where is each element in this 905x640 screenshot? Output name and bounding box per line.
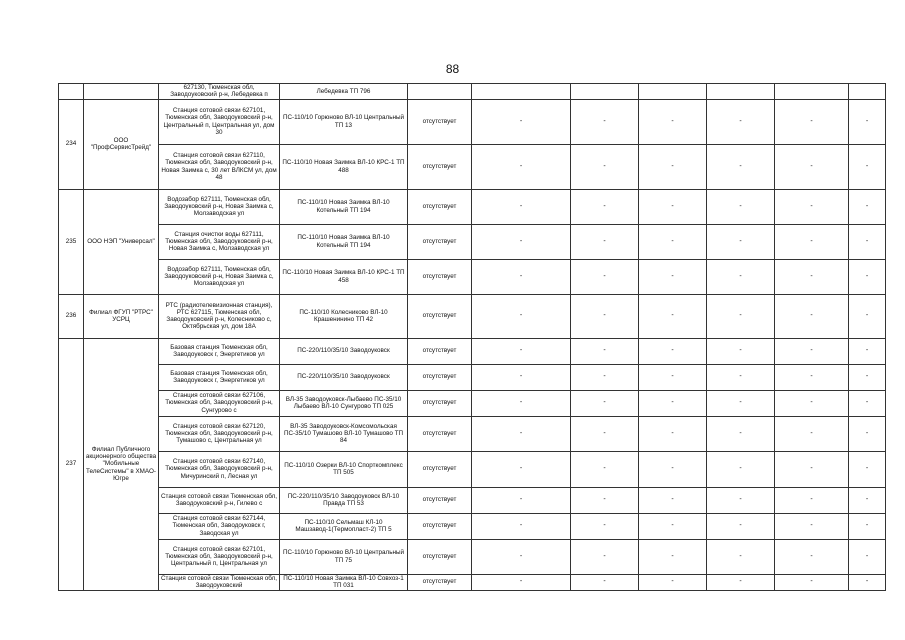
substation-tp-cell: ПС-110/10 Новая Заимка ВЛ-10 КРС-1 ТП 458 xyxy=(280,259,408,294)
organization-cell: Филиал Публичного акционерного общества "Мобильные ТелеСистемы" в ХМАО-Югре xyxy=(84,338,159,590)
value-cell: - xyxy=(571,294,639,338)
value-cell: - xyxy=(639,416,707,451)
value-cell xyxy=(639,84,707,100)
value-cell: - xyxy=(639,99,707,144)
substation-tp-cell: ПС-110/10 Новая Заимка ВЛ-10 Котельный ТП 194 xyxy=(280,224,408,259)
table-row xyxy=(59,294,886,338)
value-cell: - xyxy=(849,487,886,513)
row-number-cell xyxy=(59,84,84,100)
value-cell: - xyxy=(639,364,707,390)
value-cell xyxy=(707,84,775,100)
substation-tp-cell: ПС-220/110/35/10 Заводоуковск ВЛ-10 Правда ТП 53 xyxy=(280,487,408,513)
value-cell: - xyxy=(571,513,639,539)
table-row xyxy=(59,364,886,390)
value-cell: - xyxy=(472,390,571,416)
status-cell: отсутствует xyxy=(408,224,472,259)
value-cell: - xyxy=(775,189,849,224)
substation-tp-cell: ВЛ-35 Заводоуковск-Комсомольская ПС-35/10 Тумашово ВЛ-10 Тумашово ТП 84 xyxy=(280,416,408,451)
value-cell: - xyxy=(775,513,849,539)
substation-tp-cell: ПС-110/10 Новая Заимка ВЛ-10 Совхоз-1 ТП 031 xyxy=(280,574,408,590)
value-cell: - xyxy=(775,390,849,416)
object-address-cell: Водозабор 627111, Тюменская обл, Заводоуковский р-н, Новая Заимка с, Молзаводская ул xyxy=(159,259,280,294)
row-number-cell: 236 xyxy=(59,294,84,338)
value-cell: - xyxy=(571,451,639,487)
table-body xyxy=(59,84,886,591)
value-cell: - xyxy=(707,451,775,487)
value-cell: - xyxy=(707,259,775,294)
status-cell: отсутствует xyxy=(408,294,472,338)
substation-tp-cell: ПС-110/10 Озерки ВЛ-10 Спорткомплекс ТП 505 xyxy=(280,451,408,487)
value-cell: - xyxy=(472,416,571,451)
value-cell: - xyxy=(707,364,775,390)
status-cell: отсутствует xyxy=(408,259,472,294)
value-cell: - xyxy=(849,189,886,224)
status-cell: отсутствует xyxy=(408,390,472,416)
value-cell: - xyxy=(571,144,639,189)
value-cell: - xyxy=(707,539,775,574)
value-cell: - xyxy=(775,259,849,294)
value-cell: - xyxy=(775,294,849,338)
value-cell: - xyxy=(639,390,707,416)
value-cell: - xyxy=(849,390,886,416)
value-cell: - xyxy=(472,513,571,539)
value-cell: - xyxy=(849,364,886,390)
object-address-cell: РТС (радиотелевизионная станция), РТС 627115, Тюменская обл, Заводоуковский р-н, Колесниково с, Октябрьская ул, дом 18А xyxy=(159,294,280,338)
value-cell: - xyxy=(472,487,571,513)
status-cell xyxy=(408,84,472,100)
table-row xyxy=(59,259,886,294)
organization-cell: ООО "ПрофСервисТрейд" xyxy=(84,99,159,189)
substation-tp-cell: ПС-110/10 Новая Заимка ВЛ-10 Котельный ТП 194 xyxy=(280,189,408,224)
object-address-cell: Водозабор 627111, Тюменская обл, Заводоуковский р-н, Новая Заимка с, Молзаводская ул xyxy=(159,189,280,224)
value-cell: - xyxy=(472,189,571,224)
value-cell: - xyxy=(707,390,775,416)
value-cell: - xyxy=(849,338,886,364)
object-address-cell: 627130, Тюменская обл, Заводоуковский р-н, Лебедевка п xyxy=(159,84,280,100)
object-address-cell: Базовая станция Тюменская обл, Заводоуковск г, Энергетиков ул xyxy=(159,338,280,364)
value-cell: - xyxy=(571,390,639,416)
status-cell: отсутствует xyxy=(408,513,472,539)
value-cell: - xyxy=(571,189,639,224)
status-cell: отсутствует xyxy=(408,416,472,451)
value-cell: - xyxy=(707,189,775,224)
value-cell: - xyxy=(472,144,571,189)
value-cell: - xyxy=(472,364,571,390)
value-cell: - xyxy=(472,224,571,259)
value-cell: - xyxy=(639,574,707,590)
status-cell: отсутствует xyxy=(408,364,472,390)
organization-cell: Филиал ФГУП "РТРС" УСРЦ xyxy=(84,294,159,338)
table-row xyxy=(59,539,886,574)
status-cell: отсутствует xyxy=(408,144,472,189)
value-cell: - xyxy=(849,451,886,487)
object-address-cell: Станция сотовой связи 627140, Тюменская обл, Заводоуковский р-н, Мичуринский п, Лесная ул xyxy=(159,451,280,487)
substation-tp-cell: Лебедевка ТП 796 xyxy=(280,84,408,100)
value-cell: - xyxy=(571,574,639,590)
value-cell: - xyxy=(707,416,775,451)
value-cell: - xyxy=(775,416,849,451)
value-cell: - xyxy=(707,513,775,539)
value-cell: - xyxy=(707,487,775,513)
value-cell: - xyxy=(775,364,849,390)
value-cell: - xyxy=(707,338,775,364)
table-row xyxy=(59,451,886,487)
table-row xyxy=(59,84,886,100)
value-cell: - xyxy=(571,224,639,259)
value-cell: - xyxy=(849,144,886,189)
value-cell: - xyxy=(571,364,639,390)
object-address-cell: Станция сотовой связи Тюменская обл, Заводоуковский р-н, Гилево с xyxy=(159,487,280,513)
status-cell: отсутствует xyxy=(408,574,472,590)
substation-tp-cell: ПС-110/10 Горюново ВЛ-10 Центральный ТП 13 xyxy=(280,99,408,144)
substation-tp-cell: ПС-110/10 Сельмаш КЛ-10 Машзавод-1(Термопласт-2) ТП 5 xyxy=(280,513,408,539)
value-cell: - xyxy=(472,574,571,590)
value-cell: - xyxy=(639,451,707,487)
status-cell: отсутствует xyxy=(408,338,472,364)
value-cell: - xyxy=(849,574,886,590)
value-cell: - xyxy=(639,144,707,189)
value-cell: - xyxy=(472,338,571,364)
table-row xyxy=(59,189,886,224)
registry-table xyxy=(58,83,886,591)
value-cell: - xyxy=(707,574,775,590)
value-cell: - xyxy=(849,513,886,539)
status-cell: отсутствует xyxy=(408,487,472,513)
value-cell: - xyxy=(571,259,639,294)
table-row xyxy=(59,99,886,144)
status-cell: отсутствует xyxy=(408,539,472,574)
value-cell xyxy=(849,84,886,100)
value-cell: - xyxy=(849,294,886,338)
value-cell: - xyxy=(775,487,849,513)
status-cell: отсутствует xyxy=(408,451,472,487)
object-address-cell: Станция сотовой связи 627101, Тюменская обл, Заводоуковский р-н, Центральный п, Центральная ул xyxy=(159,539,280,574)
value-cell: - xyxy=(472,539,571,574)
value-cell: - xyxy=(472,259,571,294)
value-cell: - xyxy=(639,539,707,574)
object-address-cell: Станция сотовой связи 627144, Тюменская обл, Заводоуковск г, Заводская ул xyxy=(159,513,280,539)
value-cell: - xyxy=(571,539,639,574)
substation-tp-cell: ПС-220/110/35/10 Заводоуковск xyxy=(280,364,408,390)
status-cell: отсутствует xyxy=(408,99,472,144)
value-cell: - xyxy=(775,224,849,259)
value-cell: - xyxy=(707,144,775,189)
value-cell: - xyxy=(472,99,571,144)
table-row xyxy=(59,513,886,539)
value-cell: - xyxy=(775,338,849,364)
value-cell: - xyxy=(775,451,849,487)
value-cell: - xyxy=(707,99,775,144)
value-cell: - xyxy=(849,259,886,294)
table-row xyxy=(59,574,886,590)
value-cell: - xyxy=(639,224,707,259)
value-cell: - xyxy=(849,539,886,574)
value-cell: - xyxy=(571,338,639,364)
object-address-cell: Базовая станция Тюменская обл, Заводоуковск г, Энергетиков ул xyxy=(159,364,280,390)
page-number: 88 xyxy=(445,62,460,76)
object-address-cell: Станция очистки воды 627111, Тюменская обл, Заводоуковский р-н, Новая Заимка с, Молзаводская ул xyxy=(159,224,280,259)
value-cell: - xyxy=(849,416,886,451)
substation-tp-cell: ПС-110/10 Горюново ВЛ-10 Центральный ТП 75 xyxy=(280,539,408,574)
substation-tp-cell: ПС-220/110/35/10 Заводоуковск xyxy=(280,338,408,364)
row-number-cell: 235 xyxy=(59,189,84,294)
table-row xyxy=(59,416,886,451)
table-row xyxy=(59,487,886,513)
value-cell: - xyxy=(639,487,707,513)
object-address-cell: Станция сотовой связи 627110, Тюменская обл, Заводоуковский р-н, Новая Заимка с, 30 лет ВЛКСМ ул, дом 48 xyxy=(159,144,280,189)
value-cell: - xyxy=(775,574,849,590)
value-cell: - xyxy=(472,294,571,338)
value-cell: - xyxy=(639,189,707,224)
object-address-cell: Станция сотовой связи 627106, Тюменская обл, Заводоуковский р-н, Сунгурово с xyxy=(159,390,280,416)
table-row xyxy=(59,390,886,416)
value-cell: - xyxy=(707,294,775,338)
value-cell xyxy=(472,84,571,100)
value-cell: - xyxy=(639,513,707,539)
value-cell xyxy=(775,84,849,100)
organization-cell: ООО НЭП "Универсал" xyxy=(84,189,159,294)
object-address-cell: Станция сотовой связи 627101, Тюменская обл, Заводоуковский р-н, Центральный п, Центральная ул, дом 30 xyxy=(159,99,280,144)
value-cell: - xyxy=(639,294,707,338)
value-cell: - xyxy=(707,224,775,259)
organization-cell xyxy=(84,84,159,100)
row-number-cell: 234 xyxy=(59,99,84,189)
table-row xyxy=(59,338,886,364)
value-cell: - xyxy=(571,99,639,144)
substation-tp-cell: ВЛ-35 Заводоуковск-Лыбаево ПС-35/10 Лыбаево ВЛ-10 Сунгурово ТП 025 xyxy=(280,390,408,416)
substation-tp-cell: ПС-110/10 Колесниково ВЛ-10 Крашенинино ТП 42 xyxy=(280,294,408,338)
value-cell xyxy=(571,84,639,100)
value-cell: - xyxy=(775,144,849,189)
value-cell: - xyxy=(849,224,886,259)
substation-tp-cell: ПС-110/10 Новая Заимка ВЛ-10 КРС-1 ТП 488 xyxy=(280,144,408,189)
value-cell: - xyxy=(571,487,639,513)
table-row xyxy=(59,224,886,259)
row-number-cell: 237 xyxy=(59,338,84,590)
value-cell: - xyxy=(472,451,571,487)
value-cell: - xyxy=(775,99,849,144)
value-cell: - xyxy=(639,259,707,294)
value-cell: - xyxy=(571,416,639,451)
value-cell: - xyxy=(775,539,849,574)
status-cell: отсутствует xyxy=(408,189,472,224)
value-cell: - xyxy=(639,338,707,364)
value-cell: - xyxy=(849,99,886,144)
object-address-cell: Станция сотовой связи 627120, Тюменская обл, Заводоуковский р-н, Тумашово с, Центральная ул xyxy=(159,416,280,451)
table-row xyxy=(59,144,886,189)
object-address-cell: Станция сотовой связи Тюменская обл, Заводоуковский xyxy=(159,574,280,590)
